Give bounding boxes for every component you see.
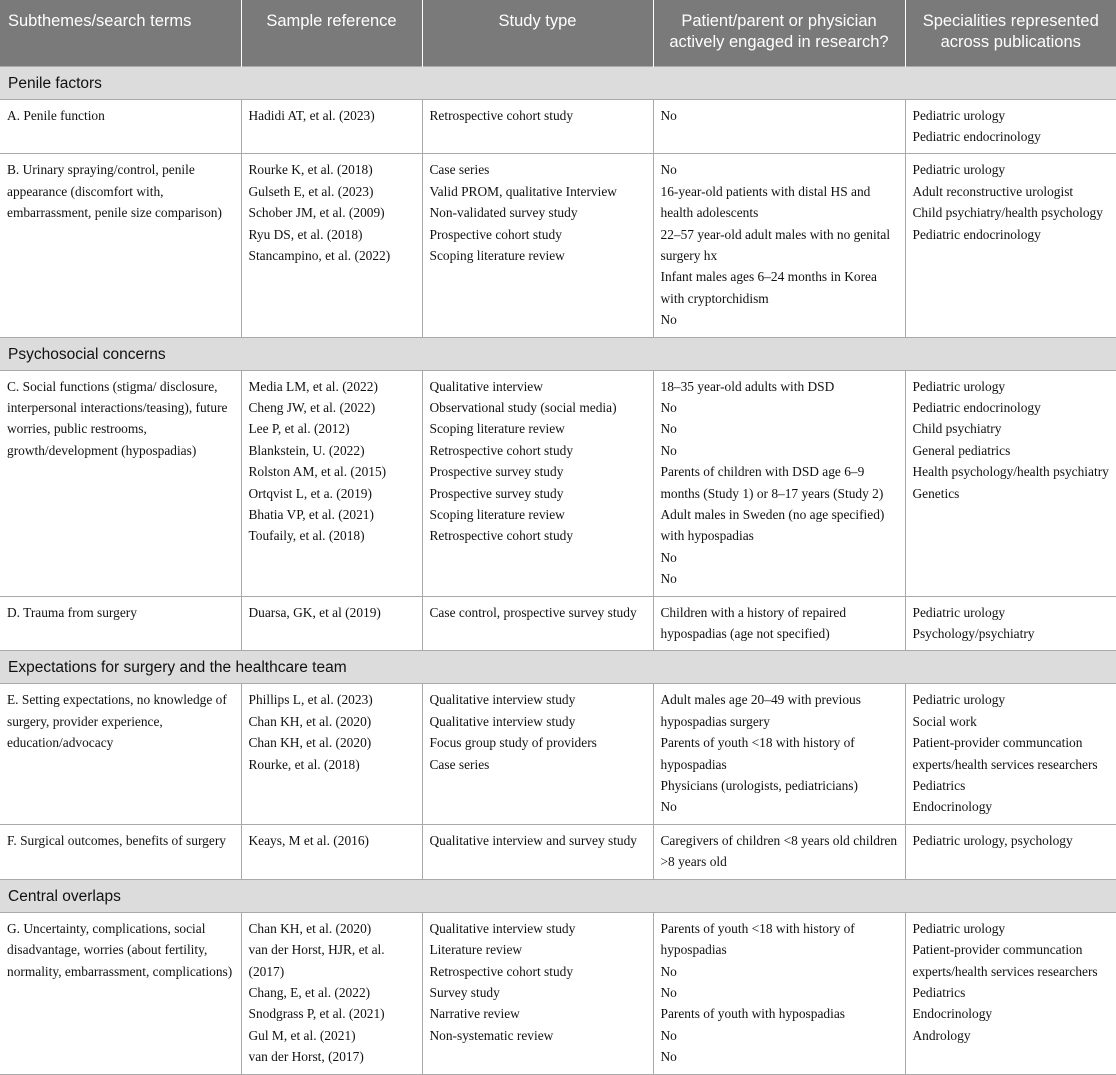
cell-line: Adult reconstructive urologist — [912, 183, 1074, 199]
cell-line: Pediatric urology, psychology — [912, 832, 1073, 848]
specialities-cell — [905, 99, 1116, 154]
cell-line: Retrospective cohort study — [429, 963, 574, 979]
cell-line: Pediatrics — [912, 984, 966, 1000]
cell-line: General pediatrics — [912, 442, 1011, 458]
cell-line: Toufaily, et al. (2018) — [248, 528, 365, 544]
cell-line: Chang, E, et al. (2022) — [248, 984, 371, 1000]
cell-line: Parents of youth <18 with history of hypospadias — [660, 735, 855, 772]
cell-line: No — [660, 984, 677, 1000]
cell-line: Parents of children with DSD age 6–9 months (Study 1) or 8–17 years (Study 2) — [660, 464, 884, 501]
sample-reference-cell — [241, 99, 422, 154]
cell-line: Focus group study of providers — [429, 735, 597, 751]
engagement-cell — [653, 912, 905, 1074]
cell-line: Retrospective cohort study — [429, 442, 574, 458]
cell-line: No — [660, 549, 677, 565]
cell-line: Ortqvist L, et a. (2019) — [248, 485, 372, 501]
cell-line: Scoping literature review — [429, 247, 565, 263]
cell-line: Cheng JW, et al. (2022) — [248, 399, 376, 415]
section-title: Psychosocial concerns — [0, 337, 1116, 370]
cell-line: No — [660, 107, 677, 123]
cell-line: Health psychology/health psychiatry — [912, 464, 1109, 480]
cell-line: Parents of youth <18 with history of hypospadias — [660, 920, 855, 958]
engagement-cell — [653, 154, 905, 337]
cell-line: Rourke K, et al. (2018) — [248, 162, 373, 178]
section-title: Penile factors — [0, 66, 1116, 99]
section-title: Expectations for surgery and the healthcare team — [0, 651, 1116, 684]
study-type-cell — [422, 154, 653, 337]
section-row — [0, 66, 1116, 99]
study-type-cell — [422, 912, 653, 1074]
cell-line: Prospective survey study — [429, 485, 564, 501]
cell-line: Caregivers of children <8 years old children >8 years old — [660, 832, 898, 870]
section-row — [0, 651, 1116, 684]
table-row — [0, 99, 1116, 154]
cell-line: Blankstein, U. (2022) — [248, 442, 365, 458]
cell-line: Valid PROM, qualitative Interview — [429, 183, 617, 199]
cell-line: No — [660, 442, 677, 458]
cell-line: Prospective cohort study — [429, 226, 562, 242]
table-body — [0, 66, 1116, 1074]
sample-reference-cell — [241, 370, 422, 596]
sample-reference-cell — [241, 684, 422, 824]
cell-line: van der Horst, (2017) — [248, 1049, 364, 1065]
header-row — [0, 0, 1116, 66]
cell-line: Phillips L, et al. (2023) — [248, 692, 373, 708]
cell-line: Narrative review — [429, 1006, 520, 1022]
sample-reference-cell — [241, 596, 422, 651]
cell-line: Retrospective cohort study — [429, 528, 574, 544]
cell-line: Gulseth E, et al. (2023) — [248, 183, 374, 199]
cell-line: Qualitative interview study — [429, 920, 576, 936]
subtheme-cell: B. Urinary spraying/control, penile appearance (discomfort with, embarrassment, penile size comparison) — [0, 154, 241, 337]
subtheme-cell: E. Setting expectations, no knowledge of surgery, provider experience, education/advocacy — [0, 684, 241, 824]
specialities-cell — [905, 370, 1116, 596]
sample-reference-cell — [241, 154, 422, 337]
specialities-cell — [905, 912, 1116, 1074]
cell-line: Pediatric endocrinology — [912, 128, 1041, 144]
cell-line: Qualitative interview and survey study — [429, 832, 638, 848]
sample-reference-cell — [241, 824, 422, 879]
cell-line: No — [660, 162, 677, 178]
header-engagement: Patient/parent or physician actively engaged in research? — [653, 0, 905, 66]
section-title: Central overlaps — [0, 879, 1116, 912]
engagement-cell — [653, 370, 905, 596]
study-type-cell — [422, 596, 653, 651]
section-row — [0, 879, 1116, 912]
table-row — [0, 154, 1116, 337]
specialities-cell — [905, 684, 1116, 824]
subtheme-cell: C. Social functions (stigma/ disclosure, interpersonal interactions/teasing), future worries, public restrooms, growth/development (hypospadias) — [0, 370, 241, 596]
cell-line: Pediatrics — [912, 778, 966, 794]
cell-line: Duarsa, GK, et al (2019) — [248, 604, 381, 620]
study-type-cell — [422, 99, 653, 154]
cell-line: Child psychiatry — [912, 421, 1002, 437]
section-row — [0, 337, 1116, 370]
cell-line: 16-year-old patients with distal HS and health adolescents — [660, 183, 871, 221]
cell-line: Patient-provider communcation experts/health services researchers — [912, 735, 1098, 772]
cell-line: No — [660, 1027, 677, 1043]
cell-line: Adult males in Sweden (no age specified) with hypospadias — [660, 507, 885, 544]
cell-line: No — [660, 1049, 677, 1065]
study-type-cell — [422, 684, 653, 824]
cell-line: Genetics — [912, 485, 960, 501]
cell-line: Qualitative interview — [429, 378, 543, 394]
cell-line: Endocrinology — [912, 799, 993, 815]
cell-line: Children with a history of repaired hypospadias (age not specified) — [660, 604, 847, 642]
cell-line: Endocrinology — [912, 1006, 993, 1022]
cell-line: No — [660, 421, 677, 437]
table-row — [0, 370, 1116, 596]
cell-line: Infant males ages 6–24 months in Korea with cryptorchidism — [660, 269, 877, 306]
engagement-cell — [653, 824, 905, 879]
cell-line: Survey study — [429, 984, 500, 1000]
cell-line: Hadidi AT, et al. (2023) — [248, 107, 375, 123]
cell-line: Non-validated survey study — [429, 205, 578, 221]
cell-line: Adult males age 20–49 with previous hypospadias surgery — [660, 692, 861, 729]
cell-line: Pediatric urology — [912, 692, 1006, 708]
cell-line: Parents of youth with hypospadias — [660, 1006, 845, 1022]
subtheme-cell: F. Surgical outcomes, benefits of surgery — [0, 824, 241, 879]
cell-line: van der Horst, HJR, et al. (2017) — [248, 942, 385, 979]
cell-line: Chan KH, et al. (2020) — [248, 920, 372, 936]
cell-line: No — [660, 399, 677, 415]
cell-line: Chan KH, et al. (2020) — [248, 713, 372, 729]
cell-line: Pediatric endocrinology — [912, 226, 1041, 242]
cell-line: Qualitative interview study — [429, 713, 576, 729]
cell-line: Case control, prospective survey study — [429, 604, 637, 620]
study-type-cell — [422, 370, 653, 596]
cell-line: Scoping literature review — [429, 507, 565, 522]
cell-line: 22–57 year-old adult males with no genital surgery hx — [660, 226, 891, 263]
cell-line: Patient-provider communcation experts/health services researchers — [912, 942, 1098, 979]
subtheme-cell: G. Uncertainty, complications, social disadvantage, worries (about fertility, normality, embarrassment, complications) — [0, 912, 241, 1074]
cell-line: Non-systematic review — [429, 1027, 554, 1043]
cell-line: Lee P, et al. (2012) — [248, 421, 350, 437]
cell-line: Pediatric urology — [912, 107, 1006, 123]
cell-line: 18–35 year-old adults with DSD — [660, 378, 835, 394]
cell-line: Retrospective cohort study — [429, 107, 574, 123]
header-specialities: Specialities represented across publications — [905, 0, 1116, 66]
subtheme-cell: D. Trauma from surgery — [0, 596, 241, 651]
cell-line: Keays, M et al. (2016) — [248, 832, 369, 848]
sample-reference-cell — [241, 912, 422, 1074]
cell-line: Psychology/psychiatry — [912, 626, 1035, 642]
engagement-cell — [653, 596, 905, 651]
cell-line: No — [660, 312, 677, 328]
cell-line: Prospective survey study — [429, 464, 564, 480]
cell-line: Child psychiatry/health psychology — [912, 205, 1103, 221]
cell-line: No — [660, 963, 677, 979]
cell-line: Pediatric urology — [912, 920, 1006, 936]
study-type-cell — [422, 824, 653, 879]
cell-line: Gul M, et al. (2021) — [248, 1027, 356, 1043]
specialities-cell — [905, 824, 1116, 879]
header-sample-reference: Sample reference — [241, 0, 422, 66]
cell-line: Pediatric endocrinology — [912, 399, 1041, 415]
cell-line: Rourke, et al. (2018) — [248, 756, 360, 772]
cell-line: Rolston AM, et al. (2015) — [248, 464, 387, 480]
cell-line: Social work — [912, 713, 977, 729]
cell-line: No — [660, 799, 677, 815]
cell-line: Snodgrass P, et al. (2021) — [248, 1006, 385, 1022]
table-row — [0, 596, 1116, 651]
cell-line: Pediatric urology — [912, 604, 1006, 620]
cell-line: Case series — [429, 162, 490, 178]
cell-line: Andrology — [912, 1027, 971, 1043]
cell-line: Media LM, et al. (2022) — [248, 378, 378, 394]
cell-line: Observational study (social media) — [429, 399, 617, 415]
specialities-cell — [905, 154, 1116, 337]
subtheme-cell: A. Penile function — [0, 99, 241, 154]
cell-line: Ryu DS, et al. (2018) — [248, 226, 363, 242]
table-row — [0, 912, 1116, 1074]
cell-line: Case series — [429, 756, 490, 772]
engagement-cell — [653, 684, 905, 824]
cell-line: No — [660, 571, 677, 587]
engagement-cell — [653, 99, 905, 154]
header-study-type: Study type — [422, 0, 653, 66]
cell-line: Scoping literature review — [429, 421, 565, 437]
specialities-cell — [905, 596, 1116, 651]
cell-line: Literature review — [429, 942, 523, 958]
cell-line: Pediatric urology — [912, 162, 1006, 178]
cell-line: Chan KH, et al. (2020) — [248, 735, 372, 751]
cell-line: Schober JM, et al. (2009) — [248, 205, 385, 221]
table-row — [0, 684, 1116, 824]
cell-line: Qualitative interview study — [429, 692, 576, 708]
cell-line: Physicians (urologists, pediatricians) — [660, 778, 858, 794]
header-subthemes: Subthemes/search terms — [0, 0, 241, 66]
cell-line: Stancampino, et al. (2022) — [248, 247, 391, 263]
cell-line: Pediatric urology — [912, 378, 1006, 394]
cell-line: Bhatia VP, et al. (2021) — [248, 507, 374, 522]
table-row — [0, 824, 1116, 879]
